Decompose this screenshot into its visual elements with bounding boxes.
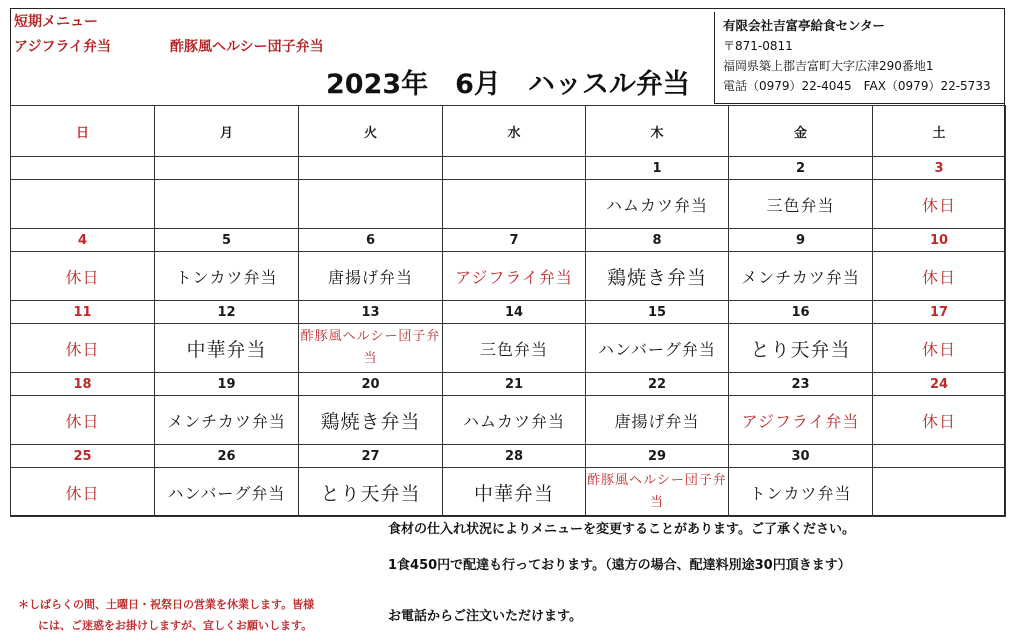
day-number [155,157,299,180]
day-number: 18 [11,373,155,396]
menu-cell: メンチカツ弁当 [155,396,299,445]
day-number: 20 [299,373,443,396]
menu-cell: 休日 [11,252,155,301]
menu-cell [873,468,1006,517]
menu-cell: トンカツ弁当 [729,468,873,517]
day-number: 17 [873,301,1006,324]
menu-cell: とり天弁当 [299,468,443,517]
short-menu-item: 酢豚風ヘルシー団子弁当 [170,39,324,55]
menu-cell: 休日 [11,324,155,373]
menu-row [11,468,1006,517]
note-delivery: 1食450円で配達も行っております。（遠方の場合、配達料別途30円頂きます） [388,558,851,573]
short-menu-title: 短期メニュー [14,14,98,30]
weekday-header-row [11,106,1006,157]
menu-cell [155,180,299,229]
day-number: 2 [729,157,873,180]
company-zip: 〒871-0811 [723,39,793,53]
date-row [11,229,1006,252]
menu-row [11,252,1006,301]
day-number: 28 [443,445,586,468]
menu-cell: メンチカツ弁当 [729,252,873,301]
menu-cell: とり天弁当 [729,324,873,373]
day-number: 1 [586,157,729,180]
day-number: 22 [586,373,729,396]
menu-cell: ハムカツ弁当 [586,180,729,229]
note-phone-order: お電話からご注文いただけます。 [388,609,582,624]
weekday-header: 月 [155,106,299,157]
day-number: 11 [11,301,155,324]
menu-row [11,396,1006,445]
menu-row [11,180,1006,229]
day-number: 19 [155,373,299,396]
menu-cell: アジフライ弁当 [729,396,873,445]
day-number [299,157,443,180]
day-number [873,445,1006,468]
company-contact: 電話（0979）22-4045 FAX（0979）22-5733 [723,79,991,93]
menu-cell: 休日 [11,396,155,445]
menu-cell: 唐揚げ弁当 [299,252,443,301]
date-row [11,301,1006,324]
warning-line: には、ご迷惑をお掛けしますが、宜しくお願いします。 [38,619,313,632]
menu-cell: 休日 [11,468,155,517]
day-number: 3 [873,157,1006,180]
day-number: 7 [443,229,586,252]
day-number: 13 [299,301,443,324]
company-name: 有限会社吉富亭給食センター [723,18,886,33]
day-number: 26 [155,445,299,468]
menu-cell: ハンバーグ弁当 [155,468,299,517]
date-row [11,373,1006,396]
day-number: 29 [586,445,729,468]
menu-cell: 休日 [873,180,1006,229]
day-number: 14 [443,301,586,324]
menu-row [11,324,1006,373]
day-number: 23 [729,373,873,396]
day-number: 9 [729,229,873,252]
day-number: 12 [155,301,299,324]
calendar-table [10,105,1006,517]
date-row [11,445,1006,468]
menu-cell: 中華弁当 [443,468,586,517]
day-number [443,157,586,180]
short-menu-item: アジフライ弁当 [14,39,112,55]
weekday-header: 火 [299,106,443,157]
menu-cell [11,180,155,229]
day-number: 30 [729,445,873,468]
weekday-header: 木 [586,106,729,157]
weekday-header: 日 [11,106,155,157]
weekday-header: 水 [443,106,586,157]
menu-cell: 中華弁当 [155,324,299,373]
menu-cell: 鶏焼き弁当 [299,396,443,445]
menu-cell [443,180,586,229]
note-menu-change: 食材の仕入れ状況によりメニューを変更することがあります。ご了承ください。 [388,522,855,537]
page-title: 2023年 6月 ハッスル弁当 [326,69,690,100]
day-number: 25 [11,445,155,468]
menu-cell: 酢豚風ヘルシー団子弁当 [299,324,443,373]
day-number: 6 [299,229,443,252]
day-number: 5 [155,229,299,252]
day-number: 4 [11,229,155,252]
menu-cell: 鶏焼き弁当 [586,252,729,301]
company-info-box [714,12,1004,104]
holiday-warning [18,594,314,636]
menu-cell: 酢豚風ヘルシー団子弁当 [586,468,729,517]
menu-cell: 休日 [873,252,1006,301]
day-number: 21 [443,373,586,396]
menu-cell: アジフライ弁当 [443,252,586,301]
menu-cell: 休日 [873,396,1006,445]
warning-line: ＊しばらくの間、土曜日・祝祭日の営業を休業します。皆様 [18,598,315,611]
day-number [11,157,155,180]
day-number: 27 [299,445,443,468]
weekday-header: 金 [729,106,873,157]
company-address: 福岡県築上郡吉富町大字広津290番地1 [723,59,934,73]
menu-cell: 休日 [873,324,1006,373]
menu-cell: トンカツ弁当 [155,252,299,301]
day-number: 24 [873,373,1006,396]
menu-cell: ハンバーグ弁当 [586,324,729,373]
menu-cell: 三色弁当 [443,324,586,373]
day-number: 8 [586,229,729,252]
day-number: 10 [873,229,1006,252]
menu-cell: 唐揚げ弁当 [586,396,729,445]
weekday-header: 土 [873,106,1006,157]
menu-cell: 三色弁当 [729,180,873,229]
date-row [11,157,1006,180]
menu-cell: ハムカツ弁当 [443,396,586,445]
menu-cell [299,180,443,229]
day-number: 15 [586,301,729,324]
day-number: 16 [729,301,873,324]
